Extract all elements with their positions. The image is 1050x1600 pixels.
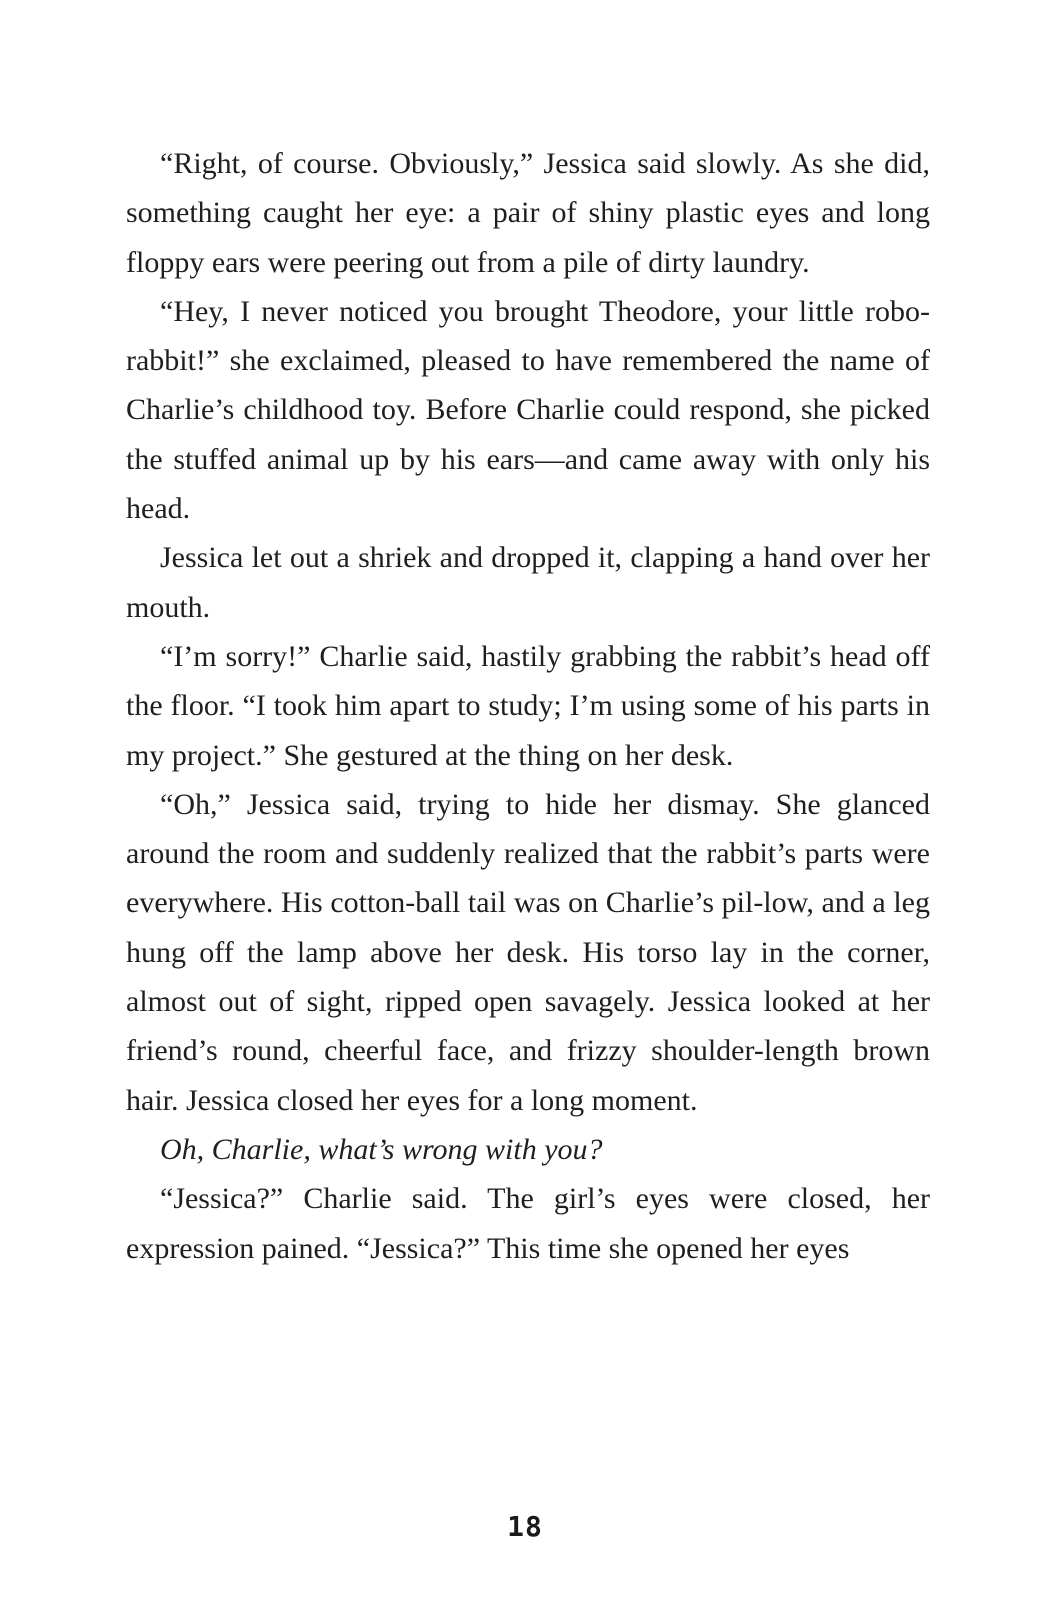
paragraph: “Right, of course. Obviously,” Jessica said slowly. As she did, something caught her eye: a pair of shiny plastic eyes and long floppy ears were peering out from a pile of dirty laundry. xyxy=(126,147,930,279)
page-number: 18 xyxy=(507,1510,543,1543)
paragraph: Jessica let out a shriek and dropped it, clapping a hand over her mouth. xyxy=(126,541,930,624)
paragraph: “Hey, I never noticed you brought Theodore, your little robo-rabbit!” she exclaimed, pleased to have remembered the name of Charlie’s childhood toy. Before Charlie could respond, she picked the stuffed animal up by his ears—and came away with only his head. xyxy=(126,294,930,526)
body-text xyxy=(126,139,930,1273)
paragraph: “I’m sorry!” Charlie said, hastily grabbing the rabbit’s head off the floor. “I took him apart to study; I’m using some of his parts in my project.” She gestured at the thing on her desk. xyxy=(126,639,930,772)
paragraph: “Jessica?” Charlie said. The girl’s eyes were closed, her expression pained. “Jessica?” This time she opened her eyes xyxy=(126,1182,930,1265)
paragraph: “Oh,” Jessica said, trying to hide her dismay. She glanced around the room and suddenly realized that the rabbit’s parts were everywhere. His cotton-ball tail was on Charlie’s pil-low, and a leg hung off the lamp above her desk. His torso lay in the corner, almost out of sight, ripped open savagely. Jessica looked at her friend’s round, cheerful face, and frizzy shoulder-length brown hair. Jessica closed her eyes for a long moment. xyxy=(126,787,930,1117)
italic-thought: Oh, Charlie, what’s wrong with you? xyxy=(160,1132,603,1166)
